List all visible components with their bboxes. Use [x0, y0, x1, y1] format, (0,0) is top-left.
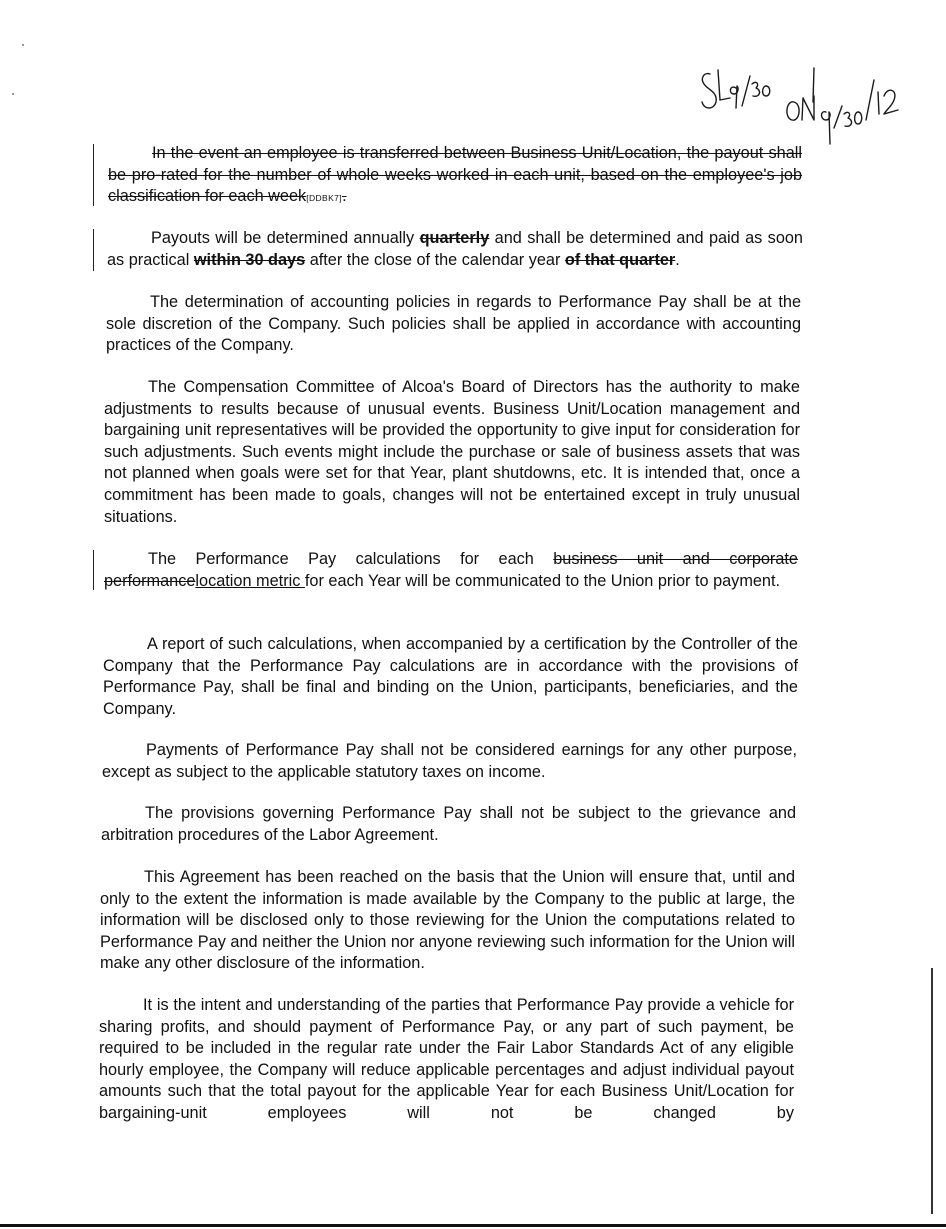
scan-edge-line: [931, 968, 933, 1214]
deleted-period: .: [342, 187, 347, 206]
deleted-text: In the event an employee is transferred between Business Unit/Location, the payout shall be pro-rated for the number of whole weeks worked in each unit, based on the employee's job classification for each week: [108, 144, 802, 206]
paragraph-disclosure: This Agreement has been reached on the basis that the Union will ensure that, until and only to the extent the information is made available by the Company to the public at large, the information will be disclosed only to those reviewing for the Union the computations related to Performance Pay and neither the Union nor anyone reviewing such information for the Union will make any other disclosure of the information.: [100, 868, 795, 973]
deleted-text: business unit and corporate performance: [104, 550, 798, 590]
paragraph-intent: It is the intent and understanding of the parties that Performance Pay provide a vehicle for sharing profits, and should payment of Performance Pay, or any part of such payment, be required to be included in the regular rate under the Fair Labor Standards Act of any eligible hourly employee, the Company will reduce applicable percentages and adjust individual payout amounts such that the total payout for the applicable Year for each Business Unit/Location for bargaining-unit employees will not be changed by: [99, 996, 794, 1122]
deleted-text: of that quarter: [564, 250, 676, 269]
paragraph-compensation-committee: The Compensation Committee of Alcoa's Board of Directors has the authority to make adjustments to results because of unusual events. Business Unit/Location management and bargaining unit representatives will be provided the opportunity to give input for consideration for such adjustments. Such events might include the purchase or sale of business assets that was not planned when goals were set for that Year, plant shutdowns, etc. It is intended that, once a commitment has been made to goals, changes will not be entertained except in truly unusual situations.: [104, 378, 800, 526]
paragraph-accounting-policies: The determination of accounting policies in regards to Performance Pay shall be at the sole discretion of the Company. Such policies shall be applied in accordance with accounting practices of the Company.: [106, 293, 801, 355]
paragraph-earnings: Payments of Performance Pay shall not be considered earnings for any other purpose, except as subject to the applicable statutory taxes on income.: [102, 741, 797, 781]
text-run: .: [675, 250, 680, 269]
text-run: and shall be determined and paid as soon as practical: [107, 229, 803, 269]
text-run: Payouts will be determined annually: [151, 229, 420, 247]
deleted-text: within 30 days: [193, 250, 306, 269]
revision-bar: [93, 144, 94, 206]
text-run: The Performance Pay calculations for each: [148, 550, 554, 568]
paragraph-calculations-communicated: [104, 549, 798, 592]
comment-tag: [DDBK7]: [306, 193, 343, 204]
paragraph-grievance: The provisions governing Performance Pay shall not be subject to the grievance and arbitration procedures of the Labor Agreement.: [101, 804, 796, 844]
inserted-text: location metric: [195, 571, 305, 590]
revision-bar: [93, 229, 94, 271]
scan-speck: [22, 44, 24, 46]
paragraph-deleted-transfer: [108, 143, 802, 210]
scan-bottom-edge: [0, 1224, 946, 1227]
text-run: for each Year will be communicated to the Union prior to payment.: [304, 571, 781, 590]
revision-bar: [93, 550, 94, 590]
text-run: after the close of the calendar year: [305, 250, 565, 269]
paragraph-payouts: [107, 228, 803, 271]
paragraph-report-certification: A report of such calculations, when accompanied by a certification by the Controller of the Company that the Performance Pay calculations are in accordance with the provisions of Performance Pay, shall be final and binding on the Union, participants, beneficiaries, and the Company.: [103, 635, 798, 718]
deleted-text: quarterly: [419, 229, 490, 247]
scan-speck: [12, 93, 14, 95]
